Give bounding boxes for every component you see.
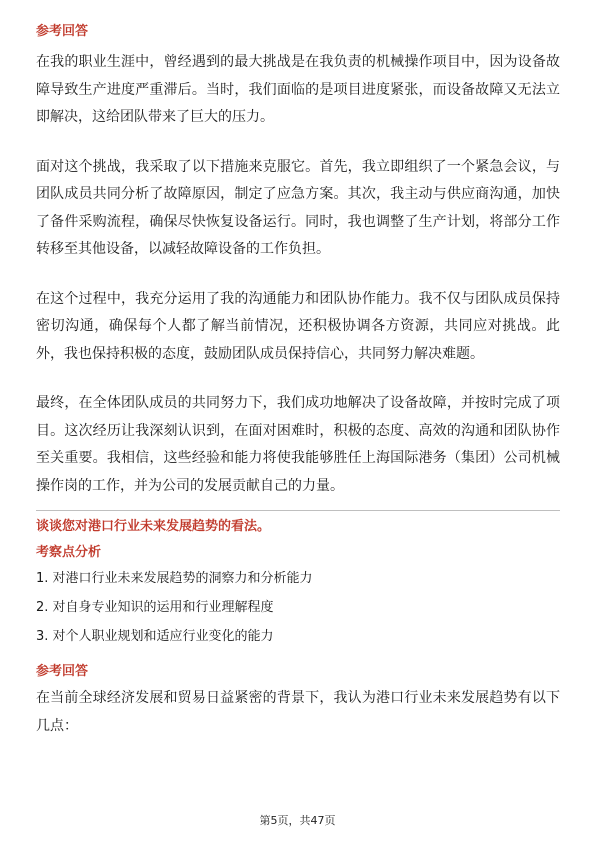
page-number: 第5页，共47页 (259, 814, 336, 827)
analysis-item-1: 1. 对港口行业未来发展趋势的洞察力和分析能力 (36, 571, 313, 586)
page-content (36, 22, 560, 740)
answer-heading-2: 参考回答 (36, 664, 89, 679)
analysis-item-3: 3. 对个人职业规划和适应行业变化的能力 (36, 629, 274, 644)
analysis-item-2: 2. 对自身专业知识的运用和行业理解程度 (36, 600, 274, 615)
answer-paragraph-5: 在当前全球经济发展和贸易日益紧密的背景下，我认为港口行业未来发展趋势有以下几点： (36, 690, 560, 734)
section-divider (36, 510, 560, 511)
answer-paragraph-2: 面对这个挑战，我采取了以下措施来克服它。首先，我立即组织了一个紧急会议，与团队成员共同分析了故障原因，制定了应急方案。其次，我主动与供应商沟通，加快了备件采购流程，确保尽快恢复设备运行。同时，我也调整了生产计划，将部分工作转移至其他设备，以减轻故障设备的工作负担。 (36, 158, 560, 257)
answer-paragraph-3: 在这个过程中，我充分运用了我的沟通能力和团队协作能力。我不仅与团队成员保持密切沟通，确保每个人都了解当前情况，还积极协调各方资源，共同应对挑战。此外，我也保持积极的态度，鼓励团队成员保持信心，共同努力解决难题。 (36, 290, 560, 362)
answer-heading-1: 参考回答 (36, 24, 89, 39)
analysis-heading: 考察点分析 (36, 545, 102, 560)
answer-paragraph-1: 在我的职业生涯中，曾经遇到的最大挑战是在我负责的机械操作项目中，因为设备故障导致生产进度严重滞后。当时，我们面临的是项目进度紧张，而设备故障又无法立即解决，这给团队带来了巨大的压力。 (36, 54, 560, 125)
question-title: 谈谈您对港口行业未来发展趋势的看法。 (36, 519, 271, 534)
answer-paragraph-4: 最终，在全体团队成员的共同努力下，我们成功地解决了设备故障，并按时完成了项目。这次经历让我深刻认识到，在面对困难时，积极的态度、高效的沟通和团队协作至关重要。我相信，这些经验和能力将使我能够胜任上海国际港务（集团）公司机械操作岗的工作，并为公司的发展贡献自己的力量。 (36, 395, 560, 494)
